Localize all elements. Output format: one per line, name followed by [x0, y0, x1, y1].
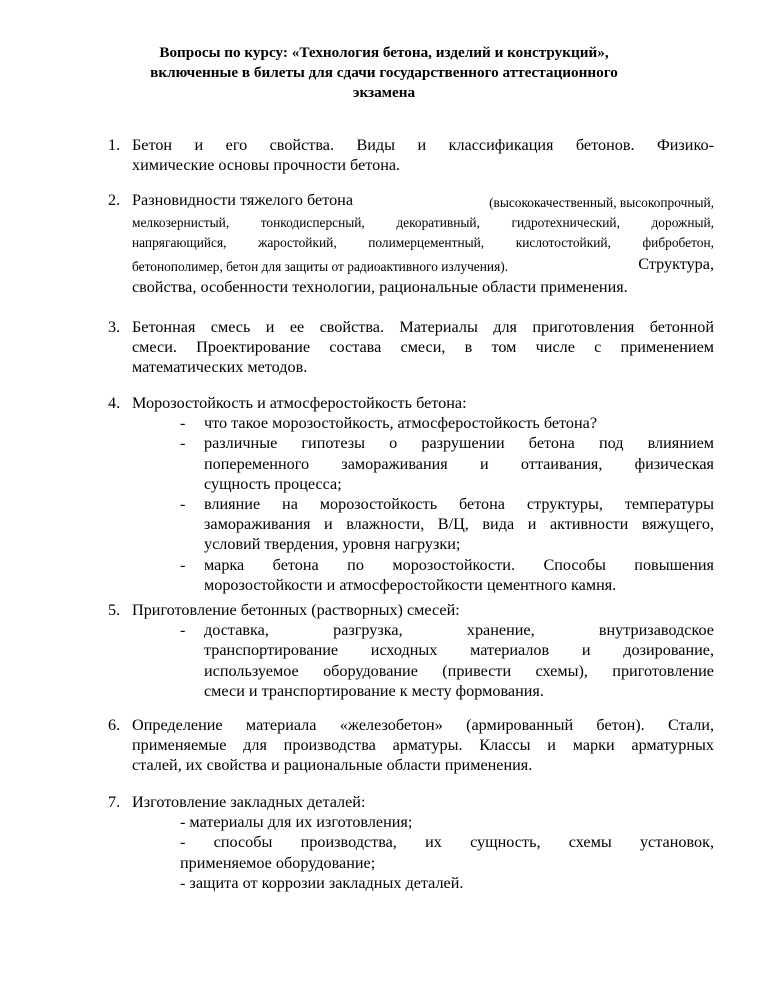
sub-item-line: различные гипотезы о разрушении бетона под влиянием	[204, 434, 714, 453]
title-line-1: Вопросы по курсу: «Технология бетона, изделий и конструкций»,	[159, 44, 609, 61]
question-item-5	[108, 600, 714, 701]
dash-bullet: -	[180, 434, 186, 453]
item-text-line	[132, 254, 714, 277]
item-lead-text: Разновидности тяжелого бетона	[132, 191, 354, 209]
item-heading: Изготовление закладных деталей:	[132, 793, 366, 811]
sub-item-line: замораживания и влажности, В/Ц, вида и активности вяжущего,	[204, 515, 714, 534]
sub-item	[180, 620, 714, 701]
sub-item-line: что такое морозостойкость, атмосферостойкость бетона?	[204, 414, 598, 433]
item-text-line	[132, 190, 714, 213]
sub-item-line: сущность процесса;	[204, 474, 342, 493]
title-line-3: экзамена	[352, 84, 416, 101]
question-item-1	[108, 135, 714, 175]
title-line-2: включенные в билеты для сдачи государственного аттестационного	[150, 64, 618, 81]
sub-item-line: доставка, разгрузка, хранение, внутризаводское	[204, 621, 714, 640]
item-heading: Морозостойкость и атмосферостойкость бетона:	[132, 394, 467, 412]
item-number: 3.	[108, 318, 121, 336]
item-number: 7.	[108, 793, 121, 811]
item-text-line: Бетонная смесь и ее свойства. Материалы для приготовления бетонной	[132, 318, 714, 336]
item-heading: Приготовление бетонных (растворных) смесей:	[132, 601, 460, 619]
dash-bullet: -	[180, 555, 186, 574]
question-item-7	[108, 792, 714, 893]
item-text-line: - способы производства, их сущность, схемы установок,	[180, 833, 714, 852]
item-tail-text: Структура,	[638, 254, 714, 273]
document-title	[100, 43, 668, 103]
sub-item-line: транспортирование исходных материалов и дозирование,	[204, 641, 714, 660]
item-number: 4.	[108, 394, 121, 412]
item-paren-line: напрягающийся, жаростойкий, полимерцементный, кислотостойкий, фибробетон,	[132, 235, 714, 251]
sub-item-line: морозостойкости и атмосферостойкости цементного камня.	[204, 575, 617, 594]
item-text-line: Определение материала «железобетон» (армированный бетон). Стали,	[132, 716, 714, 734]
item-text-line: свойства, особенности технологии, рациональные области применения.	[132, 277, 628, 296]
item-paren-text: (высококачественный, высокопрочный,	[489, 195, 714, 210]
item-text-line: - защита от коррозии закладных деталей.	[180, 873, 464, 892]
item-paren-line: бетонополимер, бетон для защиты от радиоактивного излучения).	[132, 258, 509, 274]
sub-item-line: попеременного замораживания и оттаивания, физическая	[204, 454, 714, 473]
item-text-line: Бетон и его свойства. Виды и классификация бетонов. Физико-	[132, 136, 714, 154]
sub-item	[180, 494, 714, 555]
dash-bullet: -	[180, 495, 186, 514]
sub-item	[180, 555, 714, 595]
item-text-line: смеси. Проектирование состава смеси, в том числе с применением	[132, 338, 714, 357]
item-number: 1.	[108, 136, 121, 154]
dash-bullet: -	[180, 621, 186, 640]
item-text-line: сталей, их свойства и рациональные области применения.	[132, 756, 533, 775]
item-number: 2.	[108, 191, 121, 209]
item-text-line: химические основы прочности бетона.	[132, 156, 401, 175]
item-text-line: - материалы для их изготовления;	[180, 813, 413, 832]
sub-item-line: влияние на морозостойкость бетона структуры, температуры	[204, 495, 714, 514]
item-number: 6.	[108, 716, 121, 734]
item-text-line: применяемое оборудование;	[180, 853, 376, 872]
question-item-2	[108, 190, 714, 297]
item-text-line: применяемые для производства арматуры. Классы и марки арматурных	[132, 736, 714, 755]
sub-item	[180, 433, 714, 494]
question-item-4	[108, 393, 714, 595]
sub-item-line: используемое оборудование (привести схемы), приготовление	[204, 661, 714, 680]
item-text-line: математических методов.	[132, 358, 308, 377]
item-paren-line: мелкозернистый, тонкодисперсный, декоративный, гидротехнический, дорожный,	[132, 215, 714, 231]
sub-item-line: марка бетона по морозостойкости. Способы повышения	[204, 555, 714, 574]
dash-bullet: -	[180, 414, 186, 433]
question-item-6	[108, 715, 714, 776]
question-item-3	[108, 317, 714, 378]
item-number: 5.	[108, 601, 121, 619]
sub-item-line: смеси и транспортирование к месту формования.	[204, 681, 544, 700]
sub-item-line: условий твердения, уровня нагрузки;	[204, 535, 461, 554]
sub-item	[180, 413, 714, 433]
